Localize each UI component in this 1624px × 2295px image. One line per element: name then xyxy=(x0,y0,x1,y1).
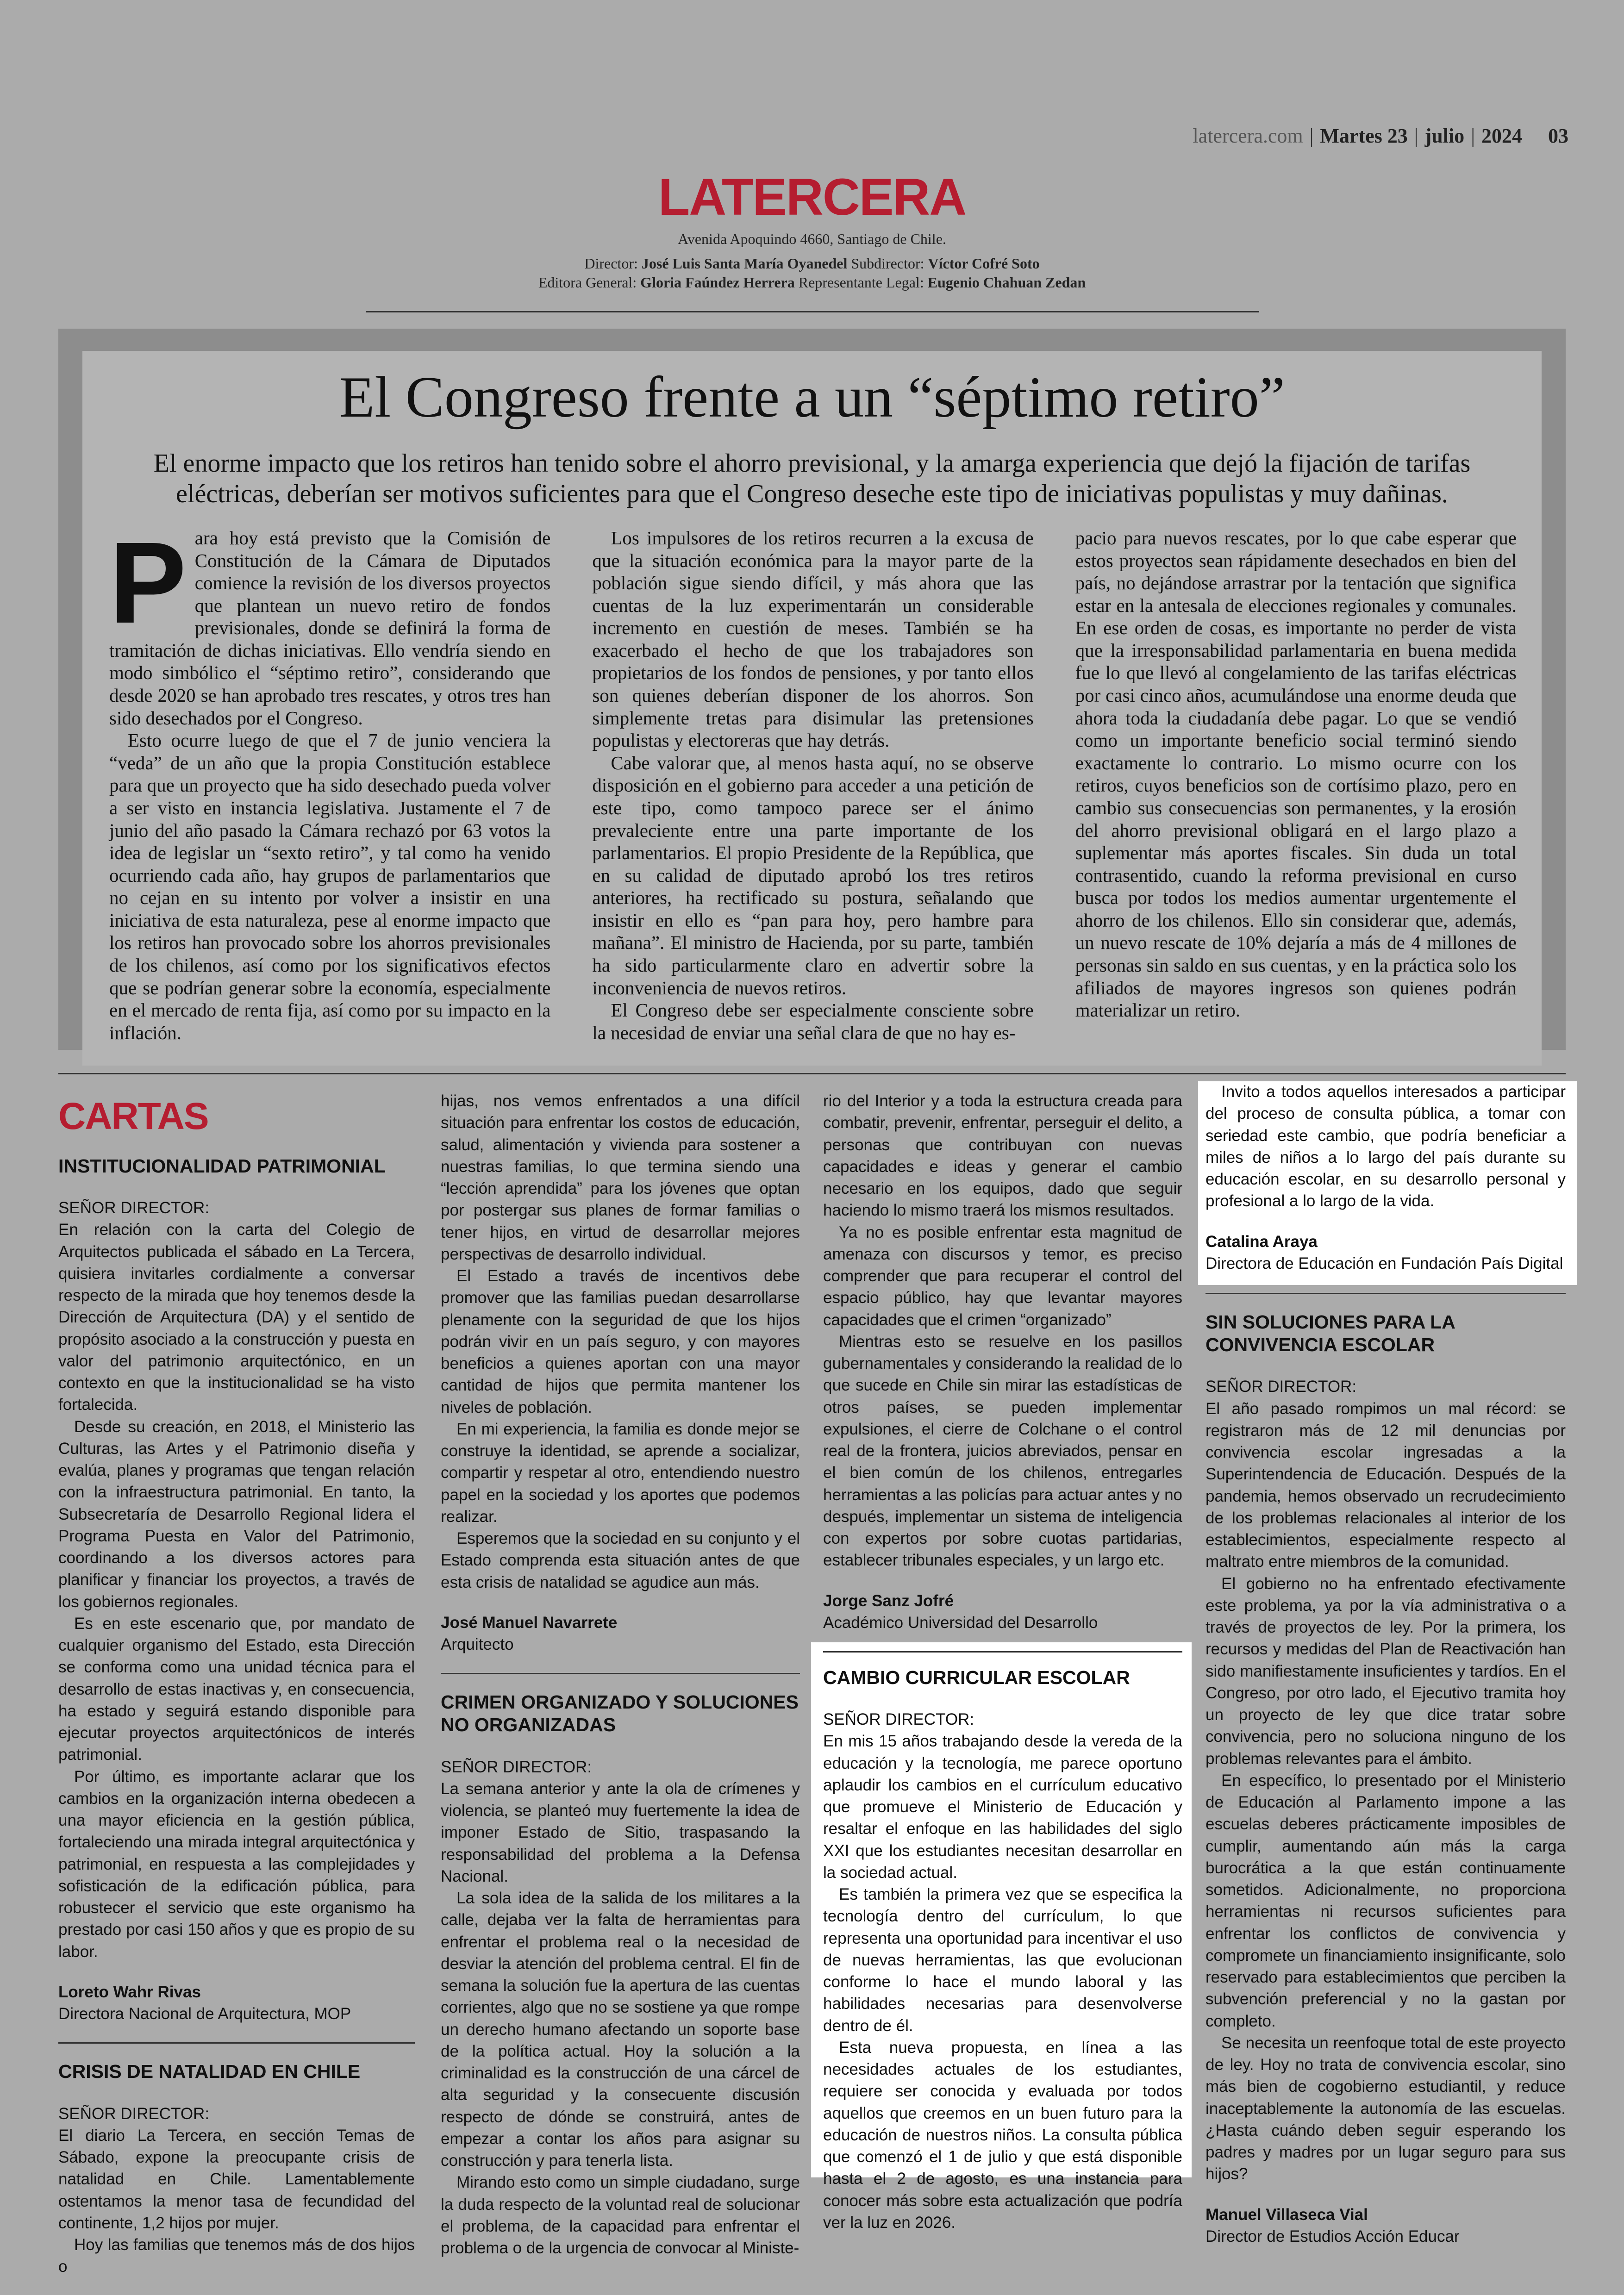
letter-role: Directora de Educación en Fundación País Digital xyxy=(1206,1254,1563,1272)
letter-signature: Loreto Wahr Rivas xyxy=(58,1983,201,2001)
cartas-column-2 xyxy=(441,1090,800,2259)
letter-paragraph: En mi experiencia, la familia es donde mejor se construye la identidad, se aprende a socializar, compartir y respetar al otro, entendiendo nuestro papel en la sociedad y los aportes que podemos realizar. xyxy=(441,1420,800,1526)
letter-divider xyxy=(823,1651,1182,1653)
editorial-paragraph: Los impulsores de los retiros recurren a la excusa de que la situación económica para la mayor parte de la población sigue siendo difícil, y más ahora que las cuentas de la luz experimentarán un considerable incremento en cuestión de meses. También se ha exacerbado el hecho de que los trabajadores son propietarios de los fondos de pensiones, y por tanto ellos son quienes deberían disponer de los ahorros. Son simplemente tretas para disimular las pretensiones populistas y electoreras que hay detrás. xyxy=(592,527,1034,751)
letter-signature: Manuel Villaseca Vial xyxy=(1206,2205,1368,2224)
letter-heading: SIN SOLUCIONES PARA LA CONVIVENCIA ESCOLAR xyxy=(1206,1311,1455,1356)
letter-role: Arquitecto xyxy=(441,1635,514,1653)
letter-paragraph: Se necesita un reenfoque total de este proyecto de ley. Hoy no trata de convivencia escolar, sino más bien de cogobierno estudiantil, y reduce inaceptablemente la autonomía de las escuelas. ¿Hasta cuándo deben seguir esperando los padres y madres por un lugar seguro para sus hijos? xyxy=(1206,2033,1566,2183)
letter-paragraph: Invito a todos aquellos interesados a participar del proceso de consulta pública, a tomar con seriedad este cambio, que podría beneficiar a miles de niños a lo largo del país durante su educación escolar, en su desarrollo personal y profesional a lo largo de la vida. xyxy=(1206,1083,1566,1210)
letter-signature: José Manuel Navarrete xyxy=(441,1613,618,1632)
masthead-address: Avenida Apoquindo 4660, Santiago de Chile. xyxy=(678,231,946,247)
letter-paragraph: El diario La Tercera, en sección Temas de Sábado, expone la preocupante crisis de natalidad en Chile. Lamentablemente ostentamos la menor tasa de fecundidad del continente, 1,2 hijos por mujer. xyxy=(58,2126,415,2232)
site-url[interactable]: latercera.com xyxy=(1193,125,1303,147)
letter-paragraph: Mirando esto como un simple ciudadano, surge la duda respecto de la voluntad real de solucionar el problema, de la capacidad para enfrentar el problema o de la urgencia de convocar al Ministe- xyxy=(441,2173,800,2258)
letter-paragraph: Desde su creación, en 2018, el Ministerio las Culturas, las Artes y el Patrimonio diseña y evalúa, planes y programas que tengan relación con la infraestructura patrimonial. En tanto, la Subsecretaría de Desarrollo Regional lidera el Programa Puesta en Valor del Patrimonio, coordinando a los diversos actores para planificar y financiar los proyectos, a través de los gobiernos regionales. xyxy=(58,1417,415,1611)
letter-salutation: SEÑOR DIRECTOR: xyxy=(58,1199,210,1217)
letter-signature: Jorge Sanz Jofré xyxy=(823,1591,954,1610)
page-number: 03 xyxy=(1548,125,1568,147)
letter-paragraph: El gobierno no ha enfrentado efectivamente este problema, ya por la vía administrativa o a través de proyectos de ley. Por la primera, los recursos y medidas del Plan de Reactivación han sido manifiestamente insuficientes y tardíos. En el Congreso, por otro lado, el Ejecutivo tramita hoy un proyecto de ley que dice tratar sobre convivencia, pero no soluciona ninguno de los problemas relevantes para el ámbito. xyxy=(1206,1574,1566,1768)
letter-salutation: SEÑOR DIRECTOR: xyxy=(441,1758,592,1776)
letter-role: Director de Estudios Acción Educar xyxy=(1206,2227,1460,2245)
masthead-divider xyxy=(366,311,1259,312)
letter-salutation: SEÑOR DIRECTOR: xyxy=(1206,1378,1357,1396)
drop-cap: P xyxy=(109,518,187,647)
letter-paragraph: La semana anterior y ante la ola de crímenes y violencia, se planteó muy fuertemente la idea de imponer Estado de Sitio, traspasando la responsabilidad del problema a la Defensa Nacional. xyxy=(441,1779,800,1885)
letter-role: Directora Nacional de Arquitectura, MOP xyxy=(58,2005,351,2023)
editorial-body xyxy=(109,518,1517,1043)
newspaper-logo: LATERCERA xyxy=(658,168,966,226)
letter-heading: CRISIS DE NATALIDAD EN CHILE xyxy=(58,2061,361,2083)
letter-paragraph: Es en este escenario que, por mandato de cualquier organismo del Estado, esta Dirección se conforma como una unidad técnica para el desarrollo de estas inactivas y, en consecuencia, ha estado y seguirá estando disponible para ejecutar proyectos arquitectónicos de interés patrimonial. xyxy=(58,1614,415,1764)
header-year: 2024 xyxy=(1481,125,1522,147)
masthead-directors: Director: José Luis Santa María Oyanedel Subdirector: Víctor Cofré Soto xyxy=(584,255,1040,272)
editorial-column-1 xyxy=(109,518,551,1043)
letter-paragraph: El año pasado rompimos un mal récord: se registraron más de 12 mil denuncias por convivencia escolar ingresadas a la Superintendencia de Educación. Después de la pandemia, hemos observado un recrudecimiento de los problemas relacionales al interior de los establecimientos, especialmente respecto al maltrato entre miembros de la comunidad. xyxy=(1206,1399,1566,1571)
editorial-paragraph: Cabe valorar que, al menos hasta aquí, no se observe disposición en el gobierno para acceder a una petición de este tipo, como tampoco parece ser el ánimo prevaleciente entre una parte importante de los parlamentarios. El propio Presidente de la República, que en su calidad de diputado aprobó los tres retiros anteriores, ha rectificado su postura, señalando que insistir en ello es “pan para hoy, pero hambre para mañana”. El ministro de Hacienda, por su parte, también ha sido particularmente claro en advertir sobre la inconveniencia de nuevos retiros. xyxy=(592,752,1034,998)
letter-paragraph: Por último, es importante aclarar que los cambios en la organización interna obedecen a una mayor eficiencia en la gestión pública, fortaleciendo una mirada integral arquitectónica y patrimonial, en respuesta a las complejidades y sofisticación de la edificación pública, para robustecer el servicio que este organismo ha prestado por casi 150 años y que es propio de su labor. xyxy=(58,1767,415,1961)
page-header: latercera.com | Martes 23 | julio | 2024 03 xyxy=(1193,125,1568,147)
letter-salutation: SEÑOR DIRECTOR: xyxy=(823,1710,974,1729)
letter-paragraph: En específico, lo presentado por el Ministerio de Educación al Parlamento impone a las escuelas deberes prácticamente imposibles de cumplir, aumentando aún más la carga burocrática a la que están continuamente sometidos. Adicionalmente, no proporciona herramientas ni recursos suficientes para enfrentar los conflictos de convivencia y compromete un financiamiento insignificante, solo reservado para establecimientos que perciben la subvención preferencial y no la gastan por completo. xyxy=(1206,1771,1566,2030)
letter-paragraph: rio del Interior y a toda la estructura creada para combatir, prevenir, enfrentar, perseguir el delito, a personas que contribuyan con nuevas capacidades e ideas y generar el cambio necesario en los equipos, dado que seguir haciendo lo mismo traerá los mismos resultados. xyxy=(823,1092,1182,1220)
editorial-column-3 xyxy=(1075,527,1517,1021)
editorial-column-2 xyxy=(592,527,1034,1043)
letter-heading: INSTITUCIONALIDAD PATRIMONIAL xyxy=(58,1155,386,1177)
letter-divider xyxy=(1206,1293,1566,1294)
letter-divider xyxy=(58,2042,415,2044)
editorial-paragraph: pacio para nuevos rescates, por lo que cabe esperar que estos proyectos sean rápidamente desechados en bien del país, no dejándose arrastrar por la tentación que significa estar en la antesala de elecciones regionales y comunales. En ese orden de cosas, es importante no perder de vista que la irresponsabilidad parlamentaria en buena medida fue lo que llevó al congelamiento de las tarifas eléctricas por casi cinco años, acumulándose una enorme deuda que ahora toda la ciudadanía debe pagar. Lo que se vendió como un importante beneficio social terminó siendo exactamente lo contrario. Lo mismo ocurre con los retiros, cuyos beneficios son de cortísimo plazo, pero en cambio sus consecuencias son permanentes, y la erosión del ahorro previsional obligará en el largo plazo a suplementar más aportes fiscales. Sin duda un total contrasentido, cuando la reforma previsional en curso busca por todos los medios aumentar urgentemente el ahorro de los chilenos. Ello sin considerar que, además, un nuevo rescate de 10% dejaría a más de 4 millones de personas sin saldo en sus cuentas, y en la práctica solo los afiliados de mayores ingresos son quienes podrán materializar un retiro. xyxy=(1075,527,1517,1021)
letter-paragraph: Esperemos que la sociedad en su conjunto y el Estado comprenda esta situación antes de que esta crisis de natalidad se agudice aun más. xyxy=(441,1529,800,1591)
letter-paragraph: El Estado a través de incentivos debe promover que las familias puedan desarrollarse plenamente con la seguridad de que los hijos podrán vivir en un país seguro, y con mayores beneficios a quienes aportan con una mayor cantidad de hijos que permita mantener los niveles de población. xyxy=(441,1267,800,1416)
cartas-column-4 xyxy=(1206,1081,1566,2247)
rep-name: Eugenio Chahuan Zedan xyxy=(927,274,1086,291)
letter-paragraph: En mis 15 años trabajando desde la vereda de la educación y la tecnología, me parece oportuno aplaudir los cambios en el currículum educativo que promueve el Ministerio de Educación y resaltar el enfoque en las habilidades del siglo XXI que los estudiantes necesitan desarrollar en la sociedad actual. xyxy=(823,1732,1182,1882)
letter-heading: CRIMEN ORGANIZADO Y SOLUCIONES NO ORGANIZADAS xyxy=(441,1691,799,1736)
masthead-editors: Editora General: Gloria Faúndez Herrera Representante Legal: Eugenio Chahuan Zedan xyxy=(538,274,1086,291)
letter-paragraph: Mientras esto se resuelve en los pasillos gubernamentales y considerando la realidad de lo que sucede en Chile sin mirar las estadísticas de otros países, se pueden implementar expulsiones, el cierre de Colchane o el control real de la frontera, juicios abreviados, pensar en el bien común de los chilenos, entregarles herramientas a las policías para actuar antes y no después, implementar un sistema de inteligencia con expertos por sobre cuotas partidarias, establecer tribunales especiales, y un largo etc. xyxy=(823,1332,1182,1570)
editorial-paragraph: Esto ocurre luego de que el 7 de junio venciera la “veda” de un año que la propia Constitución establece para que un proyecto que ha sido desechado pueda volver a ser visto en instancia legislativa. Justamente el 7 de junio del año pasado la Cámara rechazó por 63 votos la idea de legislar un “sexto retiro”, y tal como ha venido ocurriendo cada año, hay grupos de parlamentarios que no cejan en su intento por volver a insistir en una iniciativa de esta naturaleza, pese al enorme impacto que los retiros han provocado sobre los ahorros previsionales de los chilenos, así como por los significativos efectos que se podrían generar sobre la economía, especialmente en el mercado de renta fija, así como por su impacto en la inflación. xyxy=(109,730,551,1043)
letter-paragraph: Esta nueva propuesta, en línea a las necesidades actuales de los estudiantes, requiere ser conocida y evaluada por todos aquellos que creemos en un buen futuro para la educación de nuestros niños. La consulta pública que comenzó el 1 de julio y que está disponible hasta el 2 de agosto, es una instancia para conocer más sobre esta actualización que podría ver la luz en 2026. xyxy=(823,2038,1182,2232)
editorial-paragraph: Para hoy está previsto que la Comisión de Constitución de la Cámara de Diputados comience la revisión de los diversos proyectos que plantean un nuevo retiro de fondos previsionales, donde se definirá la forma de tramitación de dichas iniciativas. Ello vendría siendo en modo simbólico el “séptimo retiro”, considerando que desde 2020 se han aprobado tres rescates, y otros tres han sido desechados por el Congreso. xyxy=(109,518,551,729)
cartas-section-title: CARTAS xyxy=(58,1095,208,1137)
cartas-column-3 xyxy=(823,1090,1182,2233)
editora-name: Gloria Faúndez Herrera xyxy=(640,274,795,291)
editorial-title: El Congreso frente a un “séptimo retiro” xyxy=(339,365,1285,430)
header-day: Martes 23 xyxy=(1320,125,1408,147)
subdirector-name: Víctor Cofré Soto xyxy=(928,255,1040,272)
editorial-paragraph: El Congreso debe ser especialmente consciente sobre la necesidad de enviar una señal clara de que no hay es- xyxy=(592,999,1034,1043)
letter-role: Académico Universidad del Desarrollo xyxy=(823,1613,1098,1632)
letter-paragraph: Es también la primera vez que se especifica la tecnología dentro del currículum, lo que representa una oportunidad para incentivar el uso de nuevas herramientas, las que evolucionan conforme lo hace el mundo laboral y las habilidades necesarias para desenvolverse dentro de él. xyxy=(823,1885,1182,2035)
masthead xyxy=(0,168,1624,291)
editorial-deck: El enorme impacto que los retiros han tenido sobre el ahorro previsional, y la amarga experiencia que dejó la fijación de tarifas eléctricas, deberían ser motivos suficientes para que el Congreso deseche este tipo de iniciativas populistas y muy dañinas. xyxy=(153,449,1471,509)
director-name: José Luis Santa María Oyanedel xyxy=(641,255,848,272)
letter-paragraph: hijas, nos vemos enfrentados a una difícil situación para enfrentar los costos de educación, salud, alimentación y vivienda para sostener a nuestras familias, lo que termina siendo una “lección aprendida” para los jóvenes que optan por postergar sus planes de formar familias o tener hijos, en virtud de desarrollar mejores perspectivas de desarrollo individual. xyxy=(441,1092,800,1263)
letter-paragraph: La sola idea de la salida de los militares a la calle, dejaba ver la falta de herramientas para enfrentar el problema real o la necesidad de desviar la atención del problema central. El fin de semana la solución fue la apertura de las cuentas corrientes, algo que no se sostiene ya que rompe un derecho humano afectando un soporte base de la política actual. Hoy la solución a la criminalidad es la construcción de una cárcel de alta seguridad y la consecuente discusión respecto de dónde se construirá, antes de empezar a contar los años para asignar su construcción y para tenerla lista. xyxy=(441,1889,800,2170)
letter-paragraph: Ya no es posible enfrentar esta magnitud de amenaza con discursos y temor, es preciso comprender que para recuperar el control del espacio público, hay que levantar mayores capacidades que el crimen “organizado” xyxy=(823,1223,1182,1329)
section-divider xyxy=(58,1073,1566,1074)
letter-heading: CAMBIO CURRICULAR ESCOLAR xyxy=(823,1667,1130,1688)
letter-salutation: SEÑOR DIRECTOR: xyxy=(58,2104,210,2123)
letter-divider xyxy=(441,1673,800,1674)
letter-paragraph: En relación con la carta del Colegio de Arquitectos publicada el sábado en La Tercera, quisiera invitarles cordialmente a conversar respecto de la mirada que hoy tenemos desde la Dirección de Arquitectura (DA) y el sentido de propósito asociado a la construcción y puesta en valor del patrimonio arquitectónico, en un contexto en que la institucionalidad se ha visto fortalecida. xyxy=(58,1221,415,1414)
letter-paragraph: Hoy las familias que tenemos más de dos hijos o xyxy=(58,2236,415,2276)
header-month: julio xyxy=(1424,125,1465,147)
cartas-column-1 xyxy=(58,1155,415,2278)
letter-signature: Catalina Araya xyxy=(1206,1232,1318,1251)
